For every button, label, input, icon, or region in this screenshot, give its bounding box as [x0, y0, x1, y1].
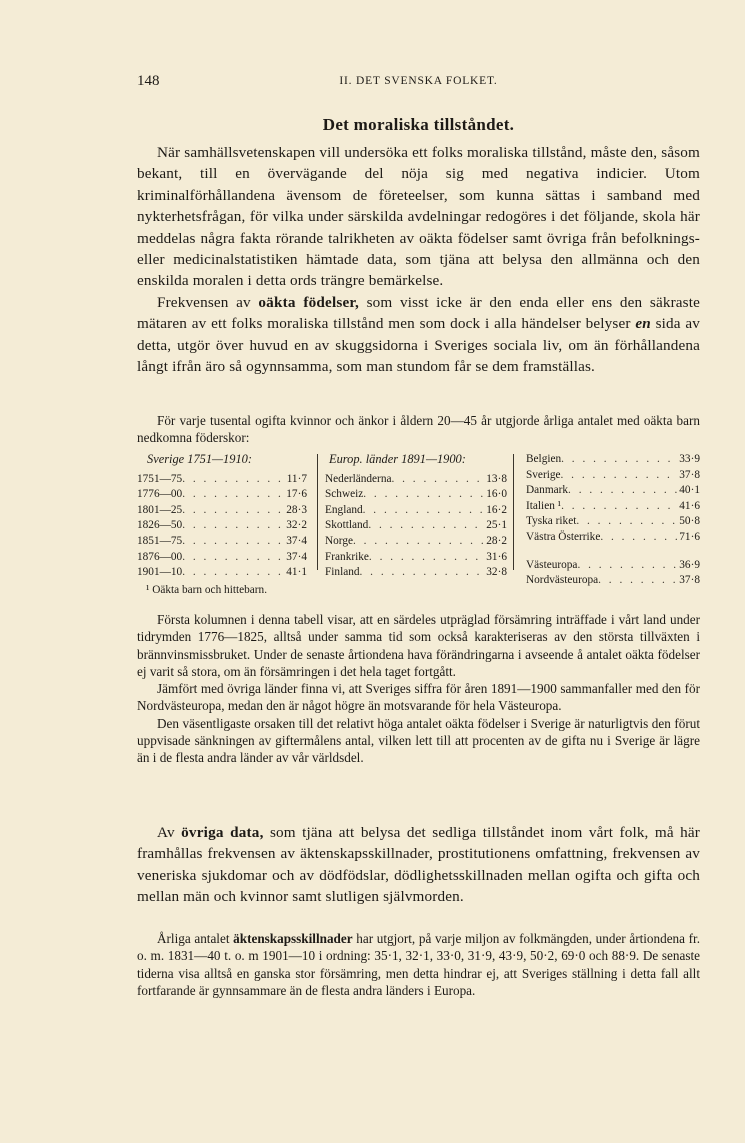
leader-dots [600, 530, 677, 546]
table-column-europe-2 [526, 452, 700, 589]
table-row [526, 452, 700, 468]
row-label: Frankrike [325, 550, 369, 563]
row-label: Västeuropa [526, 558, 578, 571]
row-value: 37·8 [679, 574, 700, 587]
other-data-text [137, 822, 700, 908]
page-number: 148 [137, 73, 160, 89]
row-label: Schweiz [325, 488, 364, 501]
table-row [137, 550, 307, 566]
table-row [137, 472, 307, 488]
table-row [526, 468, 700, 484]
row-value: 41·1 [286, 566, 307, 579]
row-value: 28·3 [286, 503, 307, 516]
row-label: Skottland [325, 519, 369, 532]
table-row [325, 565, 507, 581]
commentary-paragraph-2: Jämfört med övriga länder finna vi, att Sveriges siffra för åren 1891—1900 sammanfaller med den för Nordvästeuropa, medan den är något högre än motsvarande för hela Västeuropa. [137, 681, 700, 714]
intro-paragraph-1: När samhällsvetenskapen vill undersöka ett folks moraliska tillstånd, måste den, såsom bekant, till en övervägande del nöja sig med negativa indicier. Utom kriminalförhållandena ävensom de företeelser, som kunna sättas i samband med nykterhetsfrågan, för vilka under särskilda avdelningar redogöres i det följande, skola här meddelas några fakta rörande talrikheten av oäkta födelser samt övriga från befolknings- eller medicinalstatistiken hämtade data, som tjäna att belysa den allmänna och den enskilda moralen i detta ords trängre bemärkelse. [137, 144, 700, 290]
leader-dots [369, 550, 484, 566]
table-row [137, 487, 307, 503]
leader-dots [182, 518, 284, 534]
commentary-paragraph-3: Den väsentligaste orsaken till det relativt höga antalet oäkta födelser i Sverige är naturligtvis den förut uppvisade sänkningen av giftermålens antal, vilken lett till att procenten av de gifta nu i Sverige är lägre än i de flesta andra länder av vår världsdel. [137, 715, 700, 766]
table-row [325, 503, 507, 519]
row-value: 13·8 [486, 472, 507, 485]
section-title: Det moraliska tillståndet. [322, 115, 515, 134]
table-row [137, 503, 307, 519]
row-label: 1851—75 [137, 534, 183, 547]
row-label: Nederländerna [325, 472, 392, 485]
leader-dots [353, 534, 484, 550]
row-value: 41·6 [679, 499, 700, 512]
rows-europe [325, 472, 507, 581]
table-column-sweden [137, 452, 307, 581]
leader-dots [363, 503, 485, 519]
row-label: 1801—25 [137, 503, 183, 516]
leader-dots [368, 518, 484, 534]
table-row [325, 534, 507, 550]
table-row [325, 472, 507, 488]
table-row [137, 565, 307, 581]
table-row [526, 530, 700, 546]
table-row [526, 499, 700, 515]
row-label: 1876—00 [137, 550, 183, 563]
row-value: 33·9 [679, 453, 700, 465]
bold-term-ovriga-data: övriga data, [181, 824, 264, 841]
leader-dots [182, 472, 285, 488]
table-column-europe [325, 452, 507, 581]
leader-dots [182, 503, 284, 519]
intro-text [137, 142, 700, 377]
other-paragraph-2: Årliga antalet äktenskapsskillnader har utgjort, på varje miljon av folkmängden, under årtiondena fr. o. m. 1831—40 t. o. m 1901—10 i ordning: 35·1, 32·1, 33·0, 31·9, 43·9, 50·2, 69·0 och 88·9. De senaste tiderna visa alltså en ganska stor försämring, men detta hindrar ej, att Sveriges ställning i detta fall allt fortfarande är gynnsammare än de flesta andra länders i Europa. [137, 931, 700, 998]
row-value: 32·2 [286, 519, 307, 532]
row-label: Italien ¹ [526, 499, 562, 512]
row-label: 1826—50 [137, 519, 183, 532]
row-gap [526, 546, 700, 558]
row-value: 37·4 [286, 550, 307, 563]
table-row [526, 483, 700, 499]
leader-dots [182, 565, 284, 581]
row-value: 16·2 [486, 503, 507, 516]
table-row [526, 514, 700, 530]
page-header [137, 73, 700, 93]
other-paragraph-1: Av övriga data, som tjäna att belysa det sedliga tillståndet inom vårt folk, må här framhållas frekvensen av äktenskapsskillnader, prostitutionens omfattning, frekvensen av veneriska sjukdomar och av dödfödslar, dödlighetsskillnaden mellan ogifta och gifta och mellan män och kvinnor samt slutligen självmorden. [137, 824, 700, 906]
rows-sweden [137, 472, 307, 581]
row-label: Danmark [526, 484, 569, 497]
table-row [137, 518, 307, 534]
row-label: Norge [325, 534, 354, 547]
row-label: Belgien [526, 453, 562, 465]
leader-dots [182, 487, 284, 503]
column-heading-sweden: Sverige 1751—1910: [147, 452, 252, 466]
row-label: Finland [325, 566, 360, 579]
row-label: England [325, 503, 363, 516]
row-label: 1751—75 [137, 472, 183, 485]
row-label: 1901—10 [137, 566, 183, 579]
row-label: 1776—00 [137, 488, 183, 501]
leader-dots [182, 534, 284, 550]
row-value: 37·4 [286, 534, 307, 547]
row-value: 17·6 [286, 488, 307, 501]
leader-dots [576, 514, 677, 530]
column-divider [317, 454, 318, 570]
leader-dots [182, 550, 284, 566]
table-row [137, 534, 307, 550]
leader-dots [577, 558, 677, 574]
leader-dots [598, 573, 677, 589]
leader-dots [360, 565, 485, 581]
divorce-text [137, 930, 700, 999]
row-value: 11·7 [286, 472, 307, 485]
table-row [325, 518, 507, 534]
commentary-paragraph-1: Första kolumnen i denna tabell visar, att en särdeles utpräglad försämring inträffade i vårt land under tidrymden 1776—1825, alltså under samma tid som också karakteriseras av den största tillväxten i brännvinsmissbruket. Under de senaste årtiondena hava förändringarna i avseende å antalet oäkta födelser ej varit så stora, om än försämringen i det hela taget fortgått. [137, 612, 700, 679]
rows-europe-2 [526, 452, 700, 589]
table-intro: För varje tusental ogifta kvinnor och änkor i åldern 20—45 år utgjorde årliga antalet med oäkta barn nedkomna föderskor: [137, 413, 700, 446]
row-value: 36·9 [679, 558, 700, 571]
footnote: ¹ Oäkta barn och hittebarn. [146, 584, 268, 596]
table-row [325, 550, 507, 566]
row-value: 71·6 [679, 530, 700, 543]
column-divider [513, 454, 514, 570]
table-row [325, 487, 507, 503]
row-value: 16·0 [486, 488, 507, 501]
running-title: II. DET SVENSKA FOLKET. [339, 75, 498, 87]
bold-term-aktenskapsskillnader: äktenskapsskillnader [233, 931, 353, 946]
row-label: Tyska riket [526, 515, 577, 528]
leader-dots [561, 468, 678, 484]
table-row [526, 558, 700, 574]
emphasis-en: en [635, 315, 651, 333]
leader-dots [363, 487, 484, 503]
row-value: 28·2 [486, 534, 507, 547]
table-row [526, 573, 700, 589]
row-value: 32·8 [486, 566, 507, 579]
row-value: 37·8 [679, 468, 700, 481]
intro-paragraph-2: Frekvensen av oäkta födelser, som visst icke är den enda eller ens den säkraste mätaren av ett folks moraliska tillstånd men som dock i alla händelser belyser en sida av detta, utgör över huvud en av skuggsidorna i Sveriges sociala liv, om än förhållandena långt ifrån äro så ogynnsamma, som man stundom får se dem framställas. [137, 293, 701, 376]
bold-term-oakta-fodelser: oäkta födelser, [258, 293, 359, 311]
row-value: 25·1 [486, 519, 507, 532]
row-value: 40·1 [679, 484, 700, 497]
row-label: Nordvästeuropa [526, 574, 599, 587]
leader-dots [392, 472, 485, 488]
row-label: Sverige [526, 468, 561, 481]
leader-dots [561, 452, 677, 468]
illegitimacy-table [137, 452, 700, 587]
row-value: 50·8 [679, 515, 700, 528]
leader-dots [568, 483, 677, 499]
row-value: 31·6 [486, 550, 507, 563]
leader-dots [561, 499, 677, 515]
commentary-text [137, 611, 700, 767]
column-heading-europe: Europ. länder 1891—1900: [329, 452, 466, 466]
row-label: Västra Österrike [526, 530, 601, 543]
